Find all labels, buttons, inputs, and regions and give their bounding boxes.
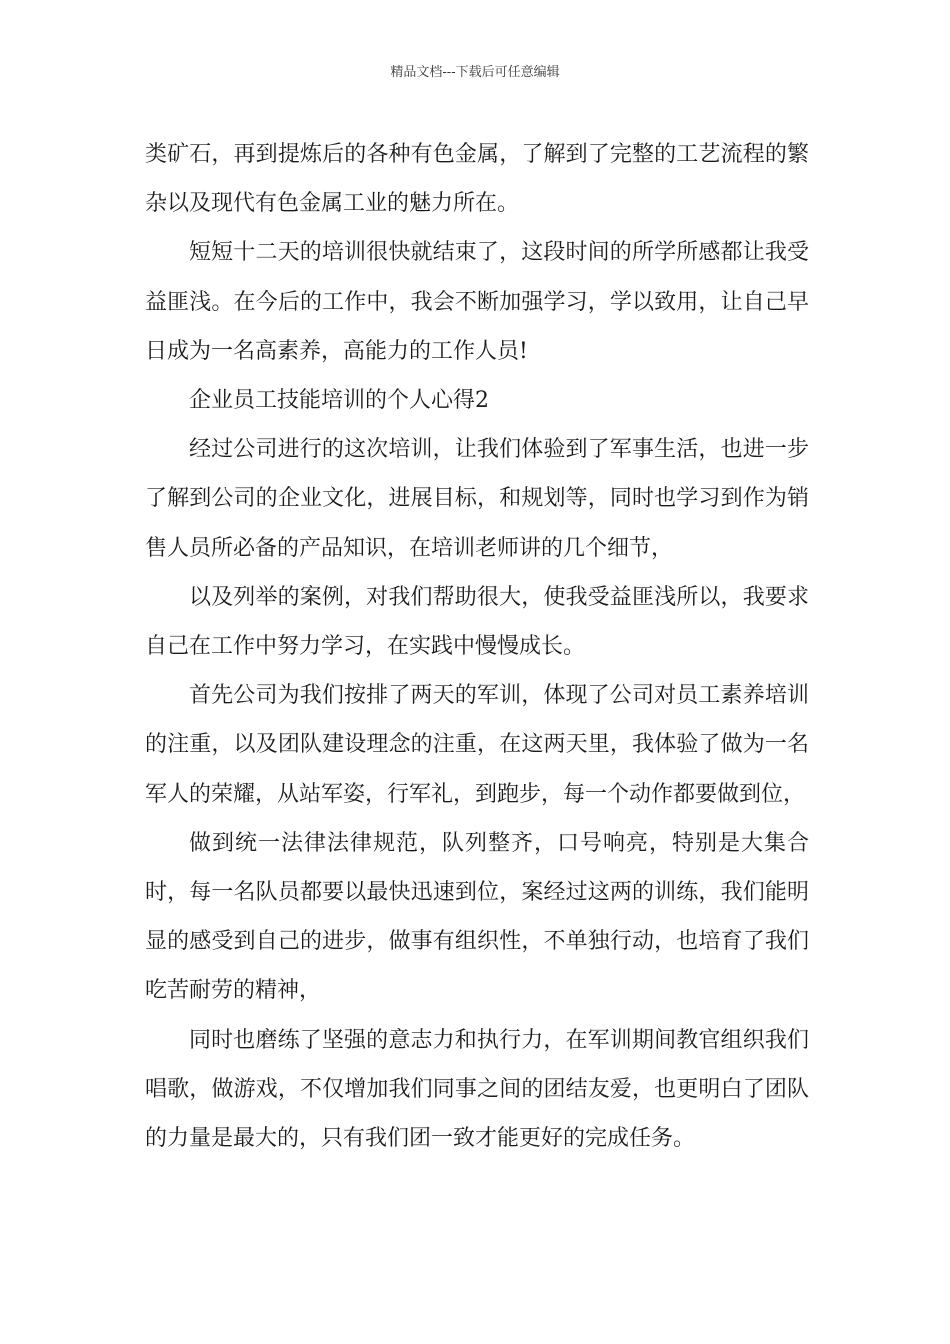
paragraph: 短短十二天的培训很快就结束了，这段时间的所学所感都让我受益匪浅。在今后的工作中，我会不断加强学习，学以致用，让自己早日成为一名高素养，高能力的工作人员! — [145, 240, 809, 364]
document-body — [145, 130, 809, 1163]
page-header: 精品文档---下载后可任意编辑 — [390, 65, 560, 80]
section-heading: 企业员工技能培训的个人心得2 — [189, 388, 489, 414]
paragraph: 以及列举的案例，对我们帮助很大，使我受益匪浅所以，我要求自己在工作中努力学习，在实践中慢慢成长。 — [145, 584, 809, 660]
paragraph: 类矿石，再到提炼后的各种有色金属，了解到了完整的工艺流程的繁杂以及现代有色金属工业的魅力所在。 — [145, 142, 809, 217]
paragraph: 首先公司为我们按排了两天的军训，体现了公司对员工素养培训的注重，以及团队建设理念的注重，在这两天里，我体验了做为一名军人的荣耀，从站军姿，行军礼，到跑步，每一个动作都要做到位， — [145, 683, 809, 807]
paragraph: 同时也磨练了坚强的意志力和执行力，在军训期间教官组织我们唱歌，做游戏，不仅增加我们同事之间的团结友爱，也更明白了团队的力量是最大的，只有我们团一致才能更好的完成任务。 — [145, 1027, 809, 1152]
paragraph: 做到统一法律法律规范，队列整齐，口号响亮，特别是大集合时，每一名队员都要以最快迅速到位，案经过这两的训练，我们能明显的感受到自己的进步，做事有组织性，不单独行动，也培育了我们吃苦耐劳的精神， — [145, 830, 809, 1004]
paragraph: 经过公司进行的这次培训，让我们体验到了军事生活，也进一步了解到公司的企业文化，进展目标，和规划等，同时也学习到作为销售人员所必备的产品知识，在培训老师讲的几个细节， — [145, 437, 809, 561]
